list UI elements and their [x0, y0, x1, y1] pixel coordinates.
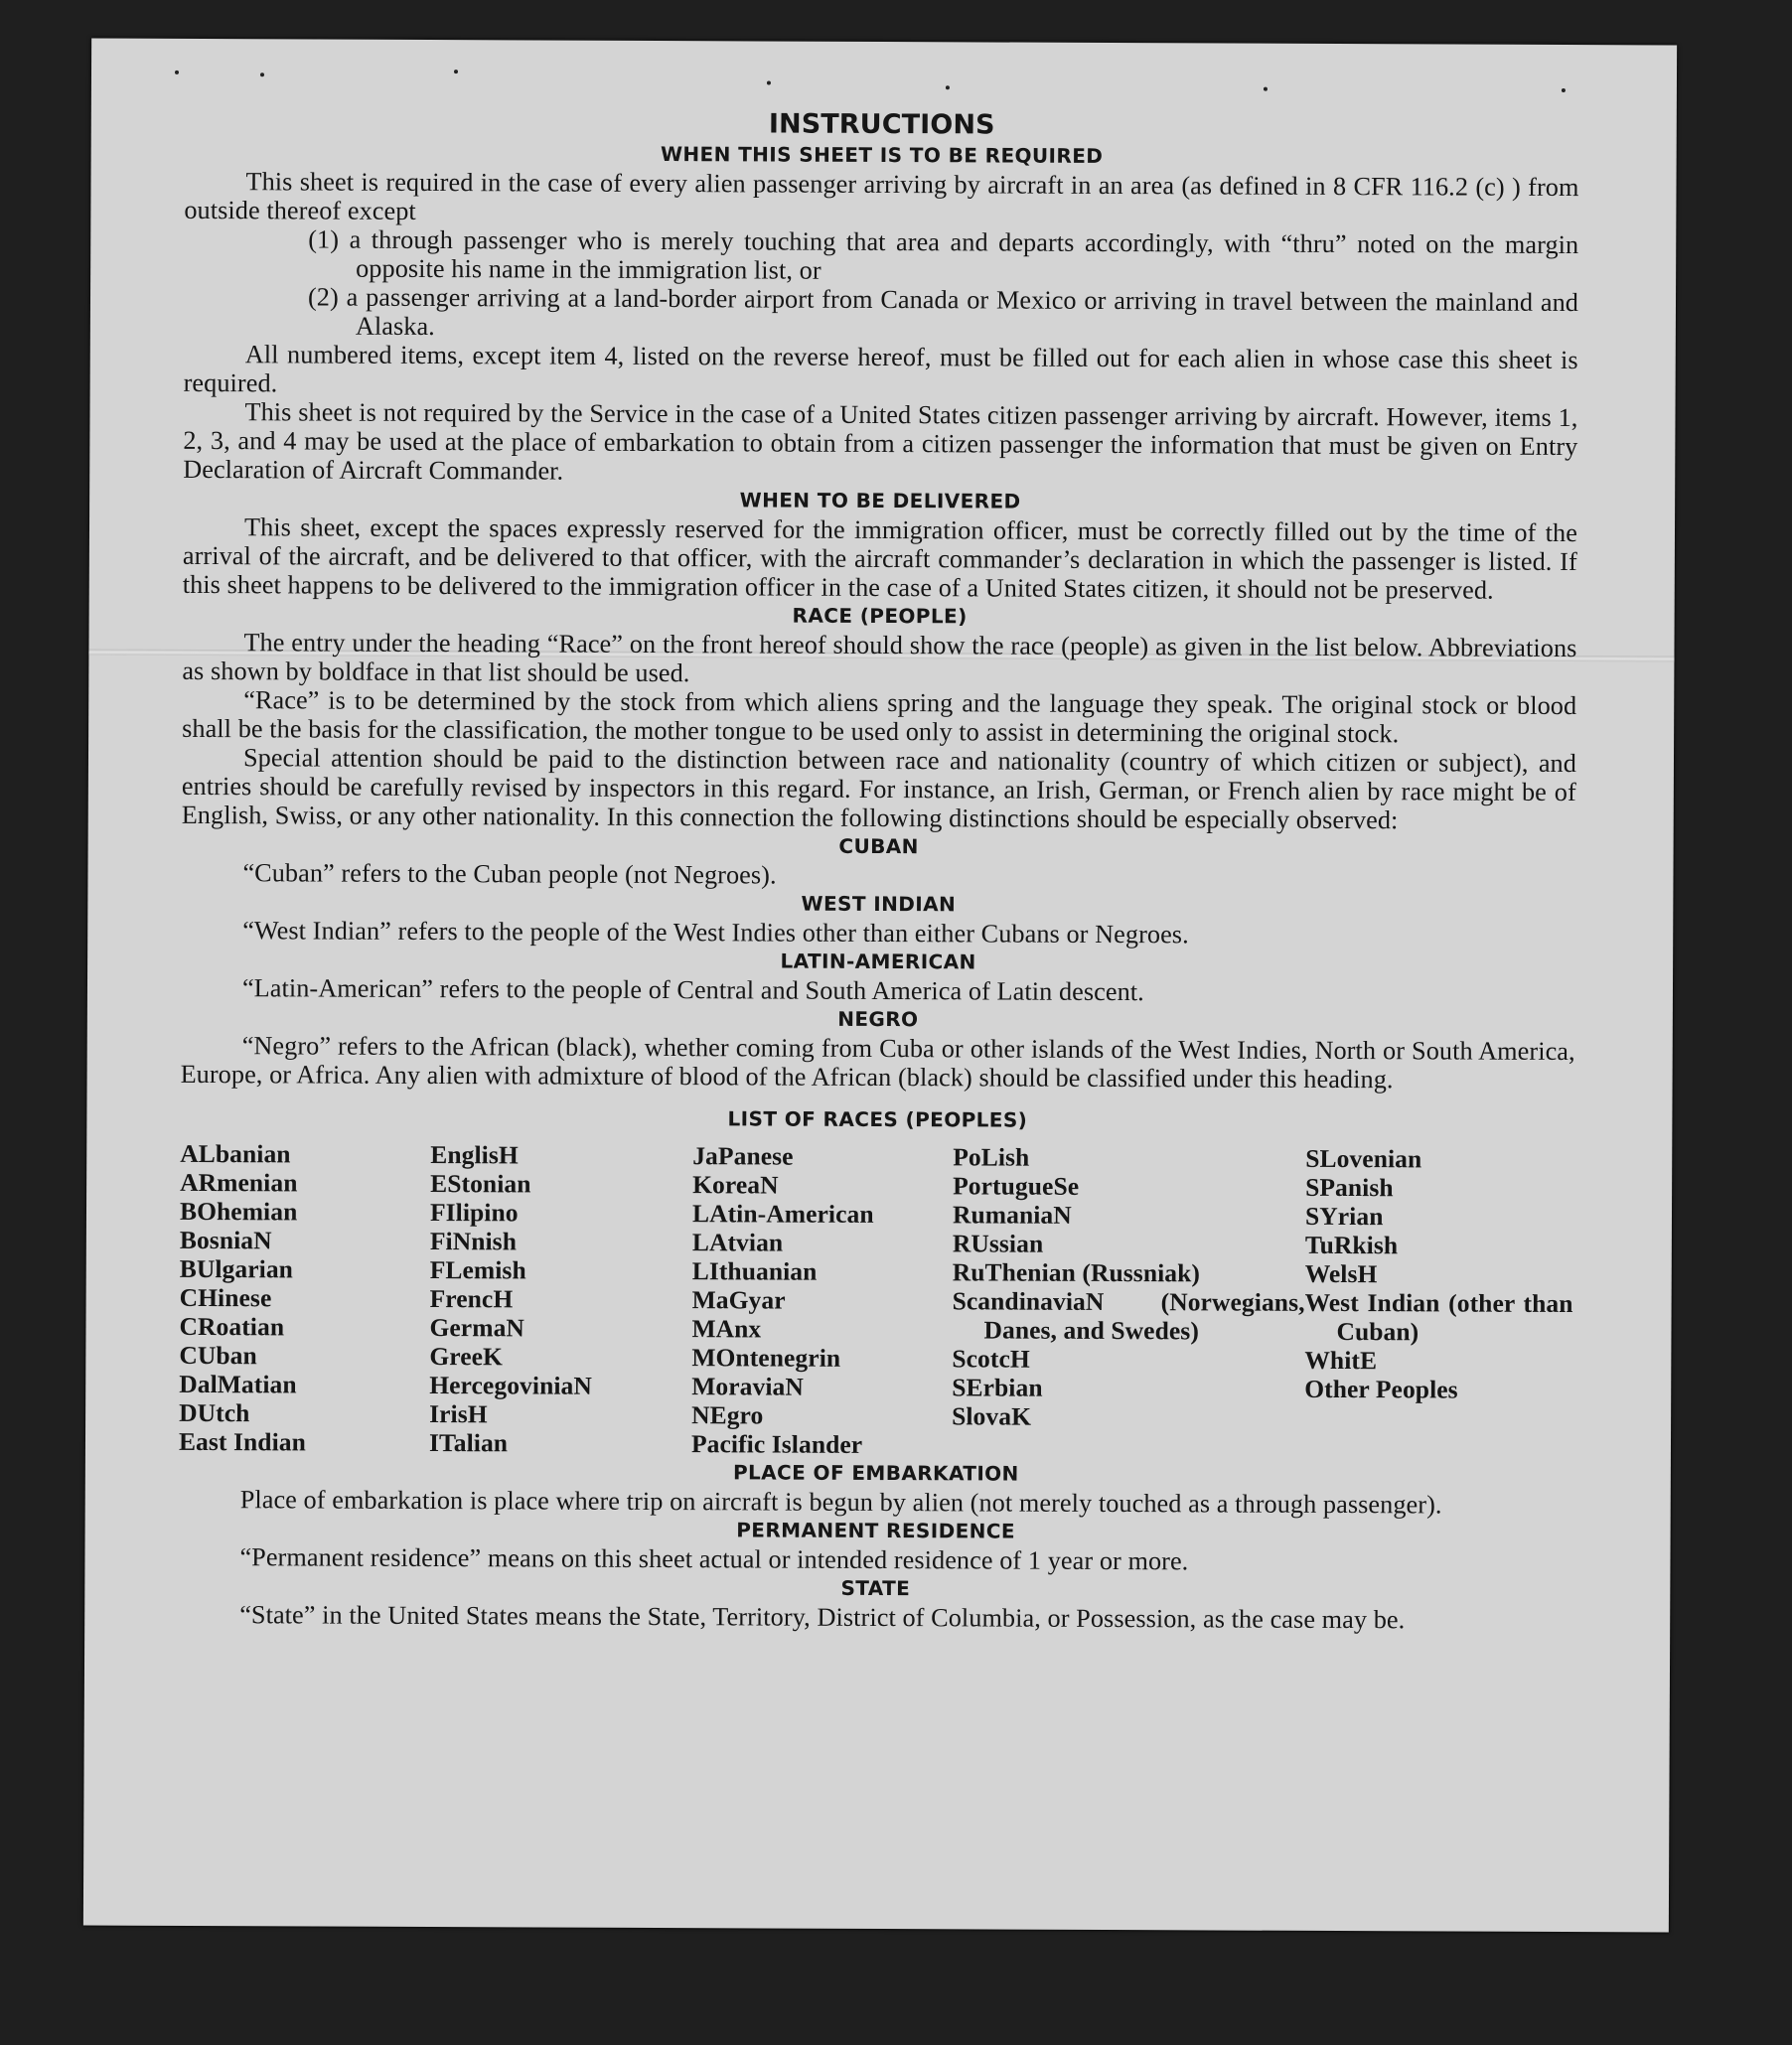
race-item: JaPanese: [692, 1141, 794, 1171]
race-item: MOntenegrin: [691, 1343, 841, 1373]
paragraph: Place of embarkation is place where trip on aircraft is begun by alien (not merely touched as a through passenger).: [239, 1485, 1442, 1520]
paragraph: This sheet is not required by the Service in the case of a United States citizen passenger arriving by aircraft. However, items 1, 2, 3, and 4 may be used at the place of embarkation to obtain from a citizen passenger the information that must be given on Entry Declaration of Aircraft Commander.: [183, 397, 1578, 486]
paragraph: “State” in the United States means the State, Territory, District of Columbia, or Possession, as the case may be.: [239, 1600, 1406, 1635]
race-item: FrencH: [429, 1284, 514, 1314]
race-item: RuThenian (Russniak): [952, 1257, 1201, 1288]
races-column-5: [1304, 1144, 1573, 1462]
paragraph: Special attention should be paid to the distinction between race and nationality (country of which citizen or subject), and entries should be carefully revised by inspectors in this regard. For instance, an Irish, German, or French alien by race might be of English, Swiss, or any other nationality. In this connection the following distinctions should be especially observed:: [181, 743, 1577, 835]
paragraph: “Race” is to be determined by the stock from which aliens spring and the language they speak. The original stock or blood shall be the basis for the classification, the mother tongue to be used only to assist in determining the original stock.: [182, 685, 1577, 749]
heading-negro: NEGRO: [837, 1006, 919, 1032]
race-item: MoraviaN: [691, 1372, 804, 1401]
race-item: RUssian: [952, 1229, 1044, 1258]
heading-when-required: WHEN THIS SHEET IS TO BE REQUIRED: [660, 142, 1104, 168]
heading-place-of-embarkation: PLACE OF EMBARKATION: [732, 1460, 1019, 1486]
race-item: LIthuanian: [691, 1256, 818, 1286]
race-item: WelsH: [1304, 1258, 1378, 1289]
race-item: ScotcH: [952, 1344, 1030, 1374]
race-item: Other Peoples: [1304, 1374, 1458, 1404]
race-item: DUtch: [179, 1397, 250, 1428]
race-item: KoreaN: [692, 1170, 779, 1200]
race-item: WhitE: [1304, 1345, 1378, 1376]
race-item: ALbanian: [180, 1138, 291, 1169]
heading-list-of-races: LIST OF RACES (PEOPLES): [727, 1106, 1028, 1132]
race-item: SYrian: [1304, 1201, 1384, 1232]
paragraph: This sheet is required in the case of every alien passenger arriving by aircraft in an area (as defined in 8 CFR 116.2 (c) ) from outside thereof except: [184, 167, 1579, 225]
heading-when-delivered: WHEN TO BE DELIVERED: [739, 488, 1021, 513]
document-sheet: [83, 39, 1677, 1933]
definition-negro: “Negro” refers to the African (black), whether coming from Cuba or other islands of the West Indies, North or South America, Europe, or Africa. Any alien with admixture of blood of the African (black) should be classified under this heading.: [180, 1031, 1575, 1095]
race-item: ScandinaviaN (Norwegians, Danes, and Swedes): [952, 1286, 1305, 1346]
race-item: CRoatian: [179, 1311, 285, 1342]
race-item: MAnx: [691, 1314, 762, 1344]
race-item: GreeK: [429, 1342, 504, 1372]
race-item: TuRkish: [1304, 1230, 1399, 1260]
definition-west-indian: “West Indian” refers to the people of the West Indies other than either Cubans or Negroes.: [242, 916, 1189, 949]
punch-mark: [1562, 88, 1566, 92]
race-item: RumaniaN: [952, 1200, 1072, 1230]
heading-latin-american: LATIN-AMERICAN: [780, 949, 976, 974]
race-item: SlovaK: [952, 1401, 1032, 1431]
race-item: BUlgarian: [179, 1253, 294, 1284]
race-item: SErbian: [952, 1373, 1043, 1402]
heading-permanent-residence: PERMANENT RESIDENCE: [736, 1518, 1015, 1543]
race-item: West Indian (other than Cuban): [1304, 1287, 1573, 1347]
race-item: BosniaN: [179, 1225, 272, 1255]
heading-race: RACE (PEOPLE): [792, 603, 968, 629]
race-item: DalMatian: [179, 1369, 297, 1399]
races-list: [179, 1139, 1574, 1462]
definition-latin-american: “Latin-American” refers to the people of Central and South America of Latin descent.: [241, 973, 1144, 1007]
race-item: FIlipino: [429, 1198, 519, 1228]
race-item: ITalian: [428, 1428, 509, 1458]
exception-item: (1) a through passenger who is merely touching that area and departs accordingly, with “thru” noted on the margin opposite his name in the immigration list, or: [308, 224, 1579, 285]
race-item: SPanish: [1305, 1172, 1394, 1203]
race-item: MaGyar: [691, 1285, 786, 1315]
race-item: Pacific Islander: [690, 1429, 863, 1459]
paragraph: “Permanent residence” means on this sheet actual or intended residence of 1 year or more.: [239, 1542, 1189, 1576]
exception-item: (2) a passenger arriving at a land-border airport from Canada or Mexico or arriving in travel between the mainland and Alaska.: [307, 282, 1579, 342]
race-item: CHinese: [179, 1282, 272, 1313]
races-column-3: [691, 1141, 953, 1459]
race-item: PoLish: [953, 1142, 1030, 1172]
paragraph: This sheet, except the spaces expressly reserved for the immigration officer, must be correctly filled out by the time of the arrival of the aircraft, and be delivered to that officer, with the aircraft commander’s declaration in which the passenger is listed. If this sheet happens to be delivered to the immigration officer in the case of a United States citizen, it should not be preserved.: [182, 512, 1578, 605]
punch-mark: [946, 85, 950, 89]
punch-mark: [454, 70, 458, 73]
instructions-body: [178, 106, 1579, 1635]
race-item: East Indian: [178, 1426, 307, 1457]
race-item: BOhemian: [179, 1196, 298, 1227]
race-item: EnglisH: [430, 1140, 519, 1170]
punch-mark: [1264, 87, 1268, 91]
race-item: FLemish: [429, 1255, 526, 1285]
race-item: SLovenian: [1305, 1143, 1422, 1174]
races-column-1: [179, 1139, 430, 1457]
race-item: ARmenian: [180, 1167, 298, 1198]
race-item: CUban: [179, 1340, 257, 1371]
heading-state: STATE: [840, 1575, 911, 1601]
page-title: INSTRUCTIONS: [768, 108, 995, 141]
paragraph: The entry under the heading “Race” on the front hereof should show the race (people) as given in the list below. Abbreviations as shown by boldface in that list should be used.: [182, 628, 1577, 688]
race-item: LAtin-American: [691, 1199, 874, 1229]
heading-west-indian: WEST INDIAN: [801, 891, 957, 917]
punch-mark: [767, 80, 771, 84]
race-item: PortugueSe: [953, 1171, 1080, 1201]
race-item: IrisH: [429, 1399, 488, 1429]
race-item: FiNnish: [429, 1227, 518, 1256]
punch-mark: [175, 71, 179, 74]
race-item: EStonian: [430, 1169, 531, 1199]
punch-mark: [260, 73, 264, 76]
races-column-4: [952, 1142, 1305, 1461]
race-item: NEgro: [691, 1400, 764, 1430]
race-item: LAtvian: [691, 1228, 784, 1257]
heading-cuban: CUBAN: [838, 833, 919, 859]
paragraph: All numbered items, except item 4, listed on the reverse hereof, must be filled out for each alien in whose case this sheet is required.: [183, 340, 1578, 398]
races-column-2: [429, 1140, 692, 1458]
race-item: HercegoviniaN: [429, 1371, 593, 1400]
race-item: GermaN: [429, 1313, 525, 1343]
definition-cuban: “Cuban” refers to the Cuban people (not Negroes).: [242, 858, 777, 890]
